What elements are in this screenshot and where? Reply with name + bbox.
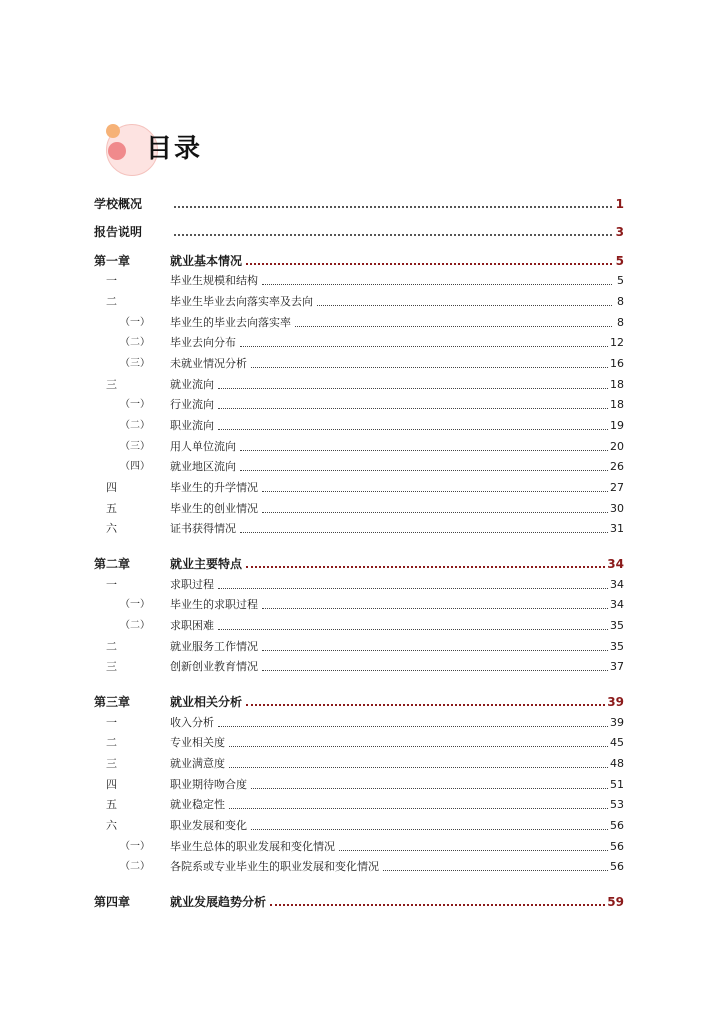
toc-entry-number: 一: [106, 577, 117, 591]
toc-entry-label: 未就业情况分析: [170, 356, 247, 370]
toc-entry-number: 学校概况: [94, 196, 143, 211]
toc-entry-number: 三: [106, 377, 117, 391]
dot-leader: [218, 588, 608, 589]
toc-entry-page: 3: [615, 225, 624, 239]
toc-entry-page: 34: [607, 556, 624, 571]
toc-entry-page: 39: [607, 694, 624, 709]
toc-entry-page: 16: [610, 356, 624, 370]
toc-entry-label: 专业相关度: [170, 736, 225, 750]
toc-entry-page: 18: [610, 377, 624, 391]
toc-entry-number: 三: [106, 660, 117, 674]
toc-entry-label: 求职困难: [170, 619, 214, 632]
toc-entry-label: 求职过程: [170, 577, 214, 591]
toc-entry[interactable]: [94, 239, 624, 268]
toc-entry[interactable]: [94, 288, 624, 309]
toc-entry-page: 19: [610, 419, 624, 432]
toc-entry-page: 31: [610, 522, 624, 536]
toc-entry-number: （三）: [120, 440, 150, 452]
toc-entry[interactable]: [94, 392, 624, 413]
toc-entry-label: 毕业生规模和结构: [170, 274, 258, 288]
toc-entry-page: 30: [610, 501, 624, 515]
toc-entry[interactable]: [94, 309, 624, 330]
dot-leader: [240, 470, 608, 471]
toc-entry-label: 毕业生的升学情况: [170, 481, 258, 495]
toc-entry-label: 毕业生的求职过程: [170, 598, 258, 612]
toc-entry[interactable]: [94, 833, 624, 854]
toc-entry[interactable]: [94, 792, 624, 813]
toc-entry-number: 六: [106, 819, 117, 832]
dot-leader: [229, 767, 608, 768]
toc-entry[interactable]: [94, 542, 624, 571]
toc-entry-label: 毕业生毕业去向落实率及去向: [170, 294, 313, 308]
toc-entry-page: 18: [610, 398, 624, 412]
toc-entry[interactable]: [94, 880, 624, 909]
toc-entry-number: 五: [106, 501, 117, 515]
table-of-contents: [94, 182, 624, 909]
toc-entry[interactable]: [94, 211, 624, 240]
toc-entry-page: 1: [615, 196, 624, 211]
toc-entry-number: （四）: [120, 461, 150, 473]
toc-entry-label: 毕业生的毕业去向落实率: [170, 315, 291, 329]
toc-entry-page: 56: [610, 839, 624, 853]
toc-entry-label: 收入分析: [170, 715, 214, 729]
toc-entry-number: 第一章: [94, 253, 131, 268]
toc-entry-number: 三: [106, 756, 117, 770]
toc-entry-number: 二: [106, 736, 117, 750]
toc-entry[interactable]: [94, 454, 624, 475]
dot-leader: [229, 746, 608, 747]
toc-entry-page: 20: [610, 439, 624, 453]
orange-dot-icon: [106, 124, 120, 138]
toc-entry-page: 27: [610, 481, 624, 495]
toc-entry-number: 一: [106, 274, 117, 288]
dot-leader: [240, 346, 608, 347]
toc-entry[interactable]: [94, 412, 624, 433]
toc-entry-number: 五: [106, 798, 117, 812]
toc-entry-number: 六: [106, 522, 117, 536]
toc-entry-label: 就业地区流向: [170, 460, 236, 474]
toc-entry[interactable]: [94, 474, 624, 495]
toc-entry-number: 二: [106, 639, 117, 653]
toc-entry-number: 二: [106, 294, 117, 308]
toc-entry-page: 39: [610, 715, 624, 729]
toc-entry-page: 34: [610, 598, 624, 612]
dot-leader: [295, 326, 612, 327]
dot-leader: [218, 429, 608, 430]
toc-entry[interactable]: [94, 654, 624, 675]
toc-entry-page: 48: [610, 756, 624, 770]
toc-entry-number: （二）: [120, 420, 150, 431]
toc-entry-page: 35: [610, 639, 624, 653]
dot-leader: [246, 704, 605, 706]
toc-entry[interactable]: [94, 268, 624, 289]
dot-leader: [174, 206, 612, 208]
toc-entry-page: 37: [610, 660, 624, 674]
toc-entry[interactable]: [94, 771, 624, 792]
dot-leader: [240, 450, 608, 451]
dot-leader: [218, 388, 608, 389]
toc-entry-page: 8: [617, 315, 624, 329]
dot-leader: [262, 670, 608, 671]
toc-entry-page: 45: [610, 736, 624, 750]
toc-entry-label: 行业流向: [170, 398, 214, 412]
toc-entry-number: 报告说明: [94, 225, 143, 239]
toc-entry-number: （一）: [120, 599, 150, 611]
toc-entry[interactable]: [94, 680, 624, 709]
toc-entry-label: 就业服务工作情况: [170, 639, 258, 653]
dot-leader: [270, 904, 605, 906]
toc-entry[interactable]: [94, 750, 624, 771]
toc-entry-label: 毕业去向分布: [170, 336, 236, 350]
toc-entry-page: 56: [610, 819, 624, 832]
toc-entry-page: 56: [610, 860, 624, 874]
toc-entry-number: （二）: [120, 620, 150, 631]
toc-entry[interactable]: [94, 854, 624, 875]
toc-entry-page: 5: [617, 274, 624, 288]
toc-entry-number: 第二章: [94, 556, 131, 571]
toc-entry-label: 就业主要特点: [170, 556, 243, 571]
page-title: 目录: [146, 134, 203, 164]
toc-entry-number: 第四章: [94, 894, 131, 909]
dot-leader: [218, 629, 608, 630]
toc-entry-label: 就业基本情况: [170, 253, 243, 268]
toc-entry-page: 26: [610, 460, 624, 474]
toc-entry-label: 毕业生的创业情况: [170, 501, 258, 515]
toc-entry-label: 创新创业教育情况: [170, 660, 258, 674]
dot-leader: [218, 726, 608, 727]
dot-leader: [262, 512, 608, 513]
toc-entry-page: 35: [610, 619, 624, 632]
dot-leader: [251, 829, 608, 830]
toc-entry[interactable]: [94, 709, 624, 730]
toc-entry-number: （二）: [120, 861, 150, 873]
dot-leader: [251, 367, 608, 368]
toc-entry-label: 各院系或专业毕业生的职业发展和变化情况: [170, 860, 379, 874]
toc-entry-page: 53: [610, 798, 624, 812]
toc-entry-label: 就业满意度: [170, 756, 225, 770]
toc-entry-label: 用人单位流向: [170, 439, 236, 453]
toc-entry[interactable]: [94, 516, 624, 537]
toc-entry[interactable]: [94, 350, 624, 371]
toc-entry[interactable]: [94, 371, 624, 392]
toc-entry-number: （二）: [120, 337, 150, 349]
dot-leader: [174, 234, 612, 236]
toc-entry[interactable]: [94, 612, 624, 633]
dot-leader: [251, 788, 608, 789]
toc-entry[interactable]: [94, 330, 624, 351]
toc-entry-label: 证书获得情况: [170, 522, 236, 536]
toc-entry-number: 四: [106, 777, 117, 791]
toc-entry-label: 职业发展和变化: [170, 819, 247, 832]
dot-leader: [218, 408, 608, 409]
dot-leader: [246, 263, 612, 265]
dot-leader: [246, 566, 605, 568]
toc-entry-label: 职业期待吻合度: [170, 777, 247, 791]
toc-entry-page: 12: [610, 336, 624, 350]
toc-entry-label: 就业流向: [170, 377, 214, 391]
toc-entry[interactable]: [94, 633, 624, 654]
pink-dot-icon: [108, 142, 126, 160]
toc-entry-page: 51: [610, 777, 624, 791]
toc-entry-number: 一: [106, 715, 117, 729]
toc-header: [98, 112, 298, 182]
toc-entry-page: 5: [615, 253, 624, 268]
toc-entry-number: （一）: [120, 840, 150, 852]
toc-entry-page: 8: [617, 294, 624, 308]
toc-entry-number: （三）: [120, 357, 150, 369]
dot-leader: [262, 650, 608, 651]
toc-entry-label: 就业相关分析: [170, 694, 243, 709]
dot-leader: [317, 305, 612, 306]
toc-entry[interactable]: [94, 182, 624, 211]
dot-leader: [383, 870, 608, 871]
toc-entry-label: 就业发展趋势分析: [170, 894, 267, 909]
toc-entry-label: 就业稳定性: [170, 798, 225, 812]
toc-entry[interactable]: [94, 730, 624, 751]
toc-entry[interactable]: [94, 495, 624, 516]
toc-entry[interactable]: [94, 592, 624, 613]
toc-entry-label: 职业流向: [170, 419, 214, 432]
toc-entry[interactable]: [94, 571, 624, 592]
dot-leader: [339, 850, 608, 851]
toc-entry-number: 四: [106, 481, 117, 495]
toc-entry[interactable]: [94, 812, 624, 833]
toc-entry-label: 毕业生总体的职业发展和变化情况: [170, 839, 335, 853]
dot-leader: [240, 532, 608, 533]
toc-entry-page: 59: [607, 894, 624, 909]
toc-entry-page: 34: [610, 577, 624, 591]
dot-leader: [262, 608, 608, 609]
dot-leader: [262, 491, 608, 492]
dot-leader: [262, 284, 612, 285]
toc-entry-number: 第三章: [94, 694, 131, 709]
toc-entry-number: （一）: [120, 316, 150, 328]
toc-entry[interactable]: [94, 433, 624, 454]
toc-entry-number: （一）: [120, 399, 150, 411]
dot-leader: [229, 808, 608, 809]
